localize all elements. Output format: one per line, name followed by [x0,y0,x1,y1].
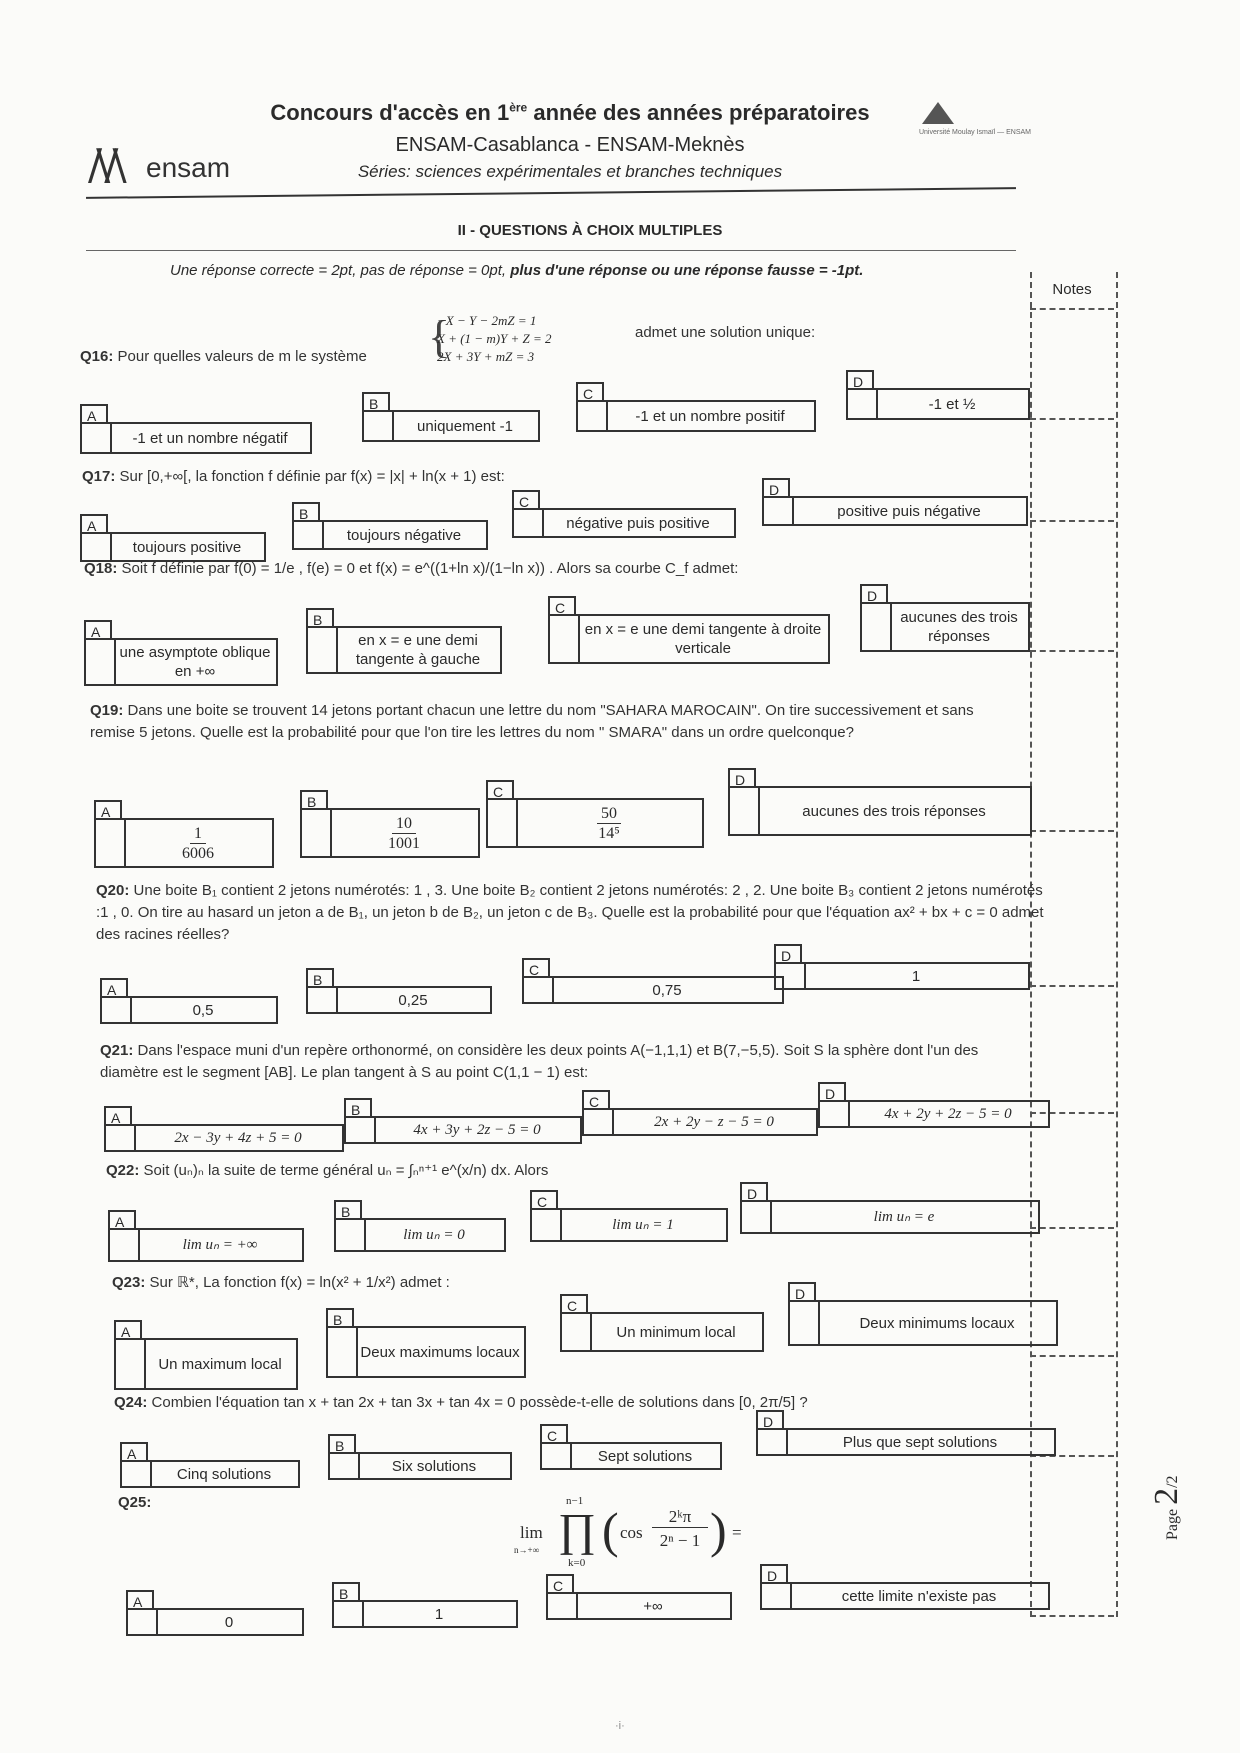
q24-option-d[interactable]: D Plus que sept solutions [756,1428,1056,1456]
q20-option-c[interactable]: C 0,75 [522,976,784,1004]
q19-option-b[interactable]: B $\frac{10}{1001}$ [300,808,480,858]
q22-option-a[interactable]: A lim uₙ = +∞ [108,1228,304,1262]
q19-option-c[interactable]: C $\frac{50}{\text{14⁵}}$ [486,798,704,848]
q24-option-c[interactable]: C Sept solutions [540,1442,722,1470]
q18-option-c[interactable]: C en x = e une demi tangente à droite verticale [548,614,830,664]
exam-title: Concours d'accès en 1ère année des années préparatoires [270,100,870,125]
notes-label: Notes [1052,281,1092,298]
q20-option-a[interactable]: A 0,5 [100,996,278,1024]
university-logo-text: Université Moulay Ismaïl — ENSAM [918,129,1032,136]
q22-option-b[interactable]: B lim uₙ = 0 [334,1218,506,1252]
q16-after: admet une solution unique: [635,324,816,341]
q18-option-a[interactable]: A une asymptote oblique en +∞ [84,638,278,686]
q18-option-d[interactable]: D aucunes des trois réponses [860,602,1030,652]
q20-option-d[interactable]: D 1 [774,962,1030,990]
q16-option-d[interactable]: D -1 et ½ [846,388,1030,420]
q16-system-brace: { [428,311,451,362]
notes-separator [1030,1355,1114,1357]
q18-option-b[interactable]: B en x = e une demi tangente à gauche [306,626,502,674]
q22-prompt: Q22: Soit (uₙ)ₙ la suite de terme général uₙ = ∫ₙⁿ⁺¹ e^(x/n) dx. Alors [106,1162,549,1179]
footer-mark: ·i· [615,1720,625,1732]
ensam-logo [88,140,258,200]
q23-option-b[interactable]: B Deux maximums locaux [326,1326,526,1378]
q17-option-c[interactable]: C négative puis positive [512,508,736,538]
q16-system: −X − Y − 2mZ = 1 X + (1 − m)Y + Z = 2 2X + 3Y + mZ = 3 [437,313,552,364]
notes-separator [1030,830,1114,832]
q19-option-d[interactable]: D aucunes des trois réponses [728,786,1032,836]
ensam-logo-text: ensam [146,152,231,183]
notes-separator [1030,418,1114,420]
q25-option-d[interactable]: D cette limite n'existe pas [760,1582,1050,1610]
q25-expression: lim n→+∞ n−1 ∏ k=0 ( cos 2ᵏπ 2ⁿ − 1 ) = [514,1495,742,1569]
q23-option-d[interactable]: D Deux minimums locaux [788,1300,1058,1346]
exam-series: Séries: sciences expérimentales et branches techniques [357,162,783,181]
ensam-logo-mark-icon: /\/\ [88,140,121,189]
q20-option-b[interactable]: B 0,25 [306,986,492,1014]
q23-option-a[interactable]: A Un maximum local [114,1338,298,1390]
q21-option-c[interactable]: C 2x + 2y − z − 5 = 0 [582,1108,818,1136]
q24-option-a[interactable]: A Cinq solutions [120,1460,300,1488]
q17-option-b[interactable]: B toujours négative [292,520,488,550]
q21-option-a[interactable]: A 2x − 3y + 4z + 5 = 0 [104,1124,344,1152]
q25-option-c[interactable]: C +∞ [546,1592,732,1620]
q21-option-d[interactable]: D 4x + 2y + 2z − 5 = 0 [818,1100,1050,1128]
q17-prompt: Q17: Sur [0,+∞[, la fonction f définie par f(x) = |x| + ln(x + 1) est: [82,468,505,485]
q17-option-a[interactable]: A toujours positive [80,532,266,562]
q21-prompt: Q21: Dans l'espace muni d'un repère orthonormé, on considère les deux points A(−1,1,1) et B(7,−5,5). Soit S la sphère dont l'un des diamètre est le segment [AB]. Le plan tangent à S au point C(1,1 − 1) est: [100,1042,979,1081]
university-emblem-icon [922,102,954,124]
q18-prompt: Q18: Soit f définie par f(0) = 1/e , f(e) = 0 et f(x) = e^((1+ln x)/(1−ln x)) . Alors sa courbe C_f admet: [84,560,739,577]
q24-prompt: Q24: Combien l'équation tan x + tan 2x + tan 3x + tan 4x = 0 possède-t-elle de solutions dans [0, 2π/5] ? [114,1394,808,1411]
scoring-rules: Une réponse correcte = 2pt, pas de réponse = 0pt, plus d'une réponse ou une réponse fausse = -1pt. [170,262,864,279]
q16-option-c[interactable]: C -1 et un nombre positif [576,400,816,432]
q16-option-a[interactable]: A -1 et un nombre négatif [80,422,312,454]
notes-separator [1030,1615,1114,1617]
q25-option-b[interactable]: B 1 [332,1600,518,1628]
q19-option-a[interactable]: A $\frac{1}{6006}$ [94,818,274,868]
product-icon: ∏ [558,1504,596,1555]
notes-separator [1030,985,1114,987]
section-divider [86,250,1016,251]
q23-prompt: Q23: Sur ℝ*, La fonction f(x) = ln(x² + 1/x²) admet : [112,1274,450,1291]
notes-separator [1030,520,1114,522]
q25-option-a[interactable]: A 0 [126,1608,304,1636]
q17-option-d[interactable]: D positive puis négative [762,496,1028,526]
q20-prompt: Q20: Une boite B₁ contient 2 jetons numérotés: 1 , 3. Une boite B₂ contient 2 jetons numérotés: 2 , 2. Une boite B₃ contient 2 jetons numérotés :1 , 0. On tire au hasard un jeton a de B₁, un jeton b de B₂, un jeton c de B₃. Quelle est la probabilité pour que l'équation ax² + bx + c = 0 admet des racines réelles? [96,882,1044,943]
q24-option-b[interactable]: B Six solutions [328,1452,512,1480]
university-logo [900,102,1060,162]
page-number: Page 2/2 [1148,1475,1185,1540]
q21-option-b[interactable]: B 4x + 3y + 2z − 5 = 0 [344,1116,582,1144]
q25-prompt: Q25: [118,1494,152,1511]
section-title: II - QUESTIONS À CHOIX MULTIPLES [457,222,723,239]
q19-prompt: Q19: Dans une boite se trouvent 14 jetons portant chacun une lettre du nom "SAHARA MAROCAIN". On tire successivement et sans remise 5 jetons. Quelle est la probabilité pour que l'on tire les lettres du nom " SMARA" dans un ordre quelconque? [90,702,974,741]
exam-subtitle: ENSAM-Casablanca - ENSAM-Meknès [395,134,745,156]
q22-option-d[interactable]: D lim uₙ = e [740,1200,1040,1234]
notes-separator [1030,1227,1114,1229]
q16-prompt: Q16: Pour quelles valeurs de m le système [80,348,367,365]
notes-separator [1030,650,1114,652]
q23-option-c[interactable]: C Un minimum local [560,1312,764,1352]
q22-option-c[interactable]: C lim uₙ = 1 [530,1208,728,1242]
q16-option-b[interactable]: B uniquement -1 [362,410,540,442]
